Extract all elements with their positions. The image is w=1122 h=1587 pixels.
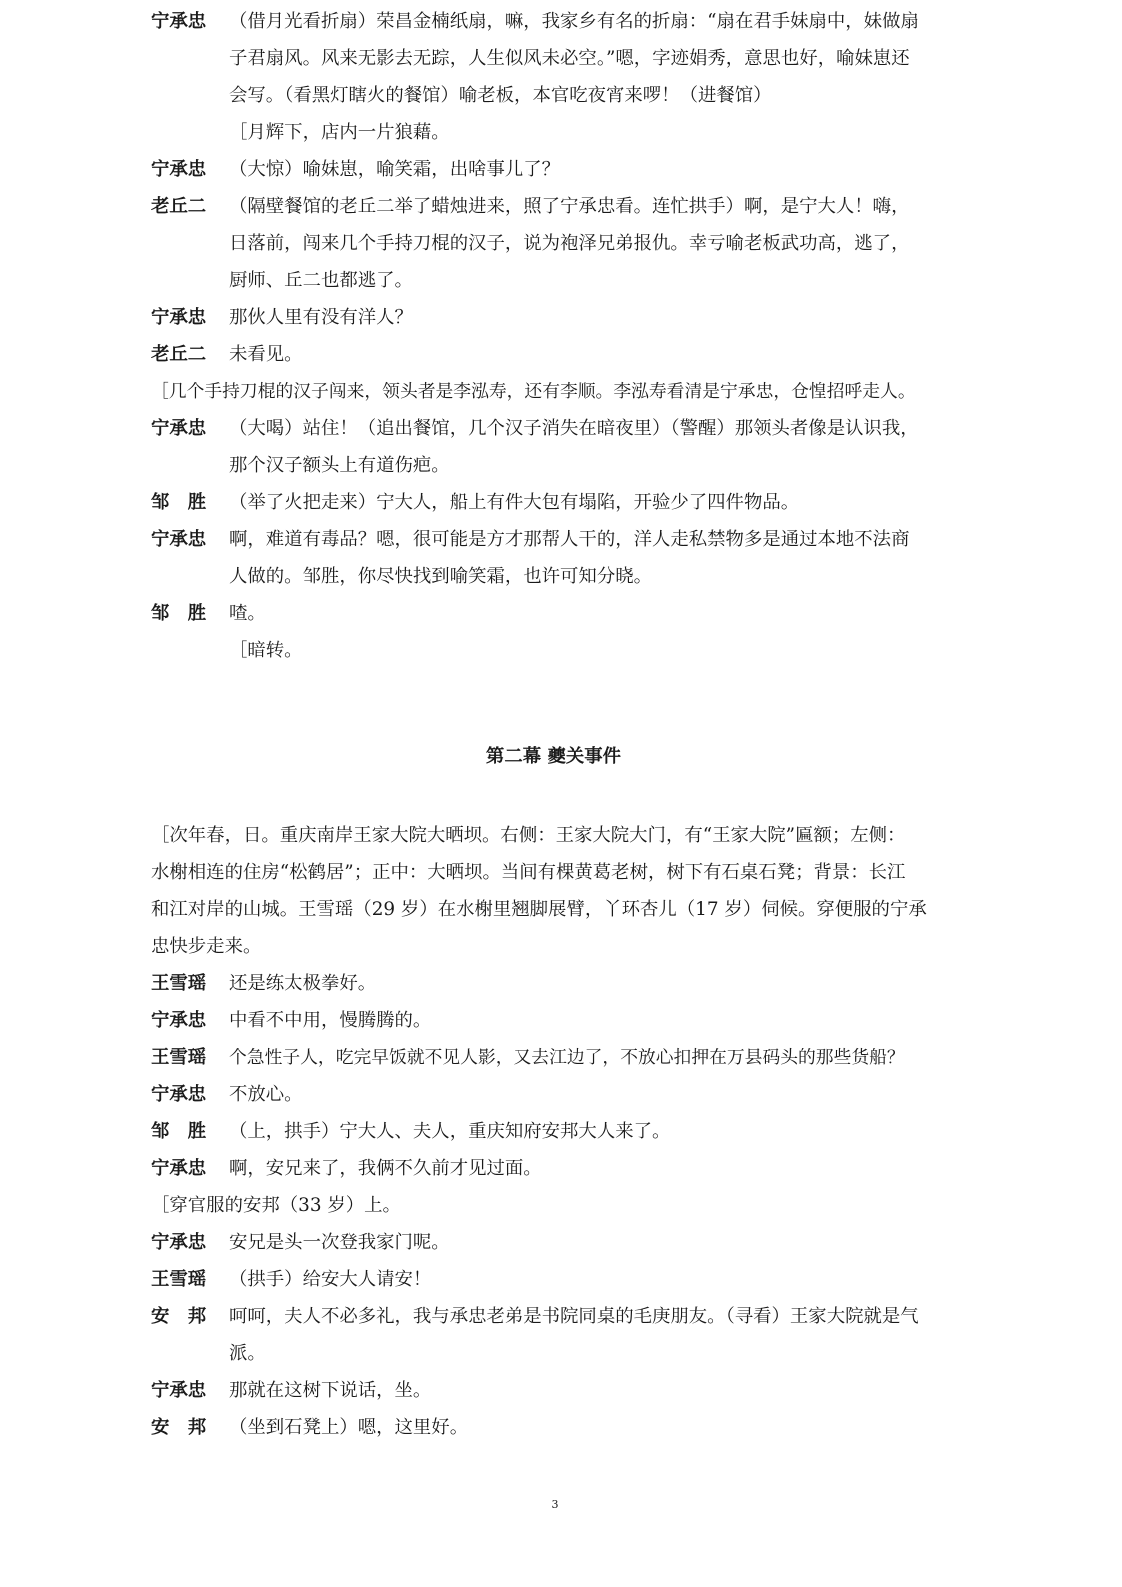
dialogue-line: 那伙人里有没有洋人？ [229,307,413,328]
stage-direction: ［月辉下，店内一片狼藉。 [229,122,450,143]
dialogue-line: （坐到石凳上）嗯，这里好。 [229,1417,469,1438]
scene-setting-line: 和江对岸的山城。王雪瑶（29 岁）在水榭里翘脚展臂，丫环杏儿（17 岁）伺候。穿便服的宁承 [151,899,927,920]
dialogue-line: 派。 [229,1343,266,1364]
dialogue-line: 啊，难道有毒品？嗯，很可能是方才那帮人干的，洋人走私禁物多是通过本地不法商 [229,529,910,550]
speaker-name: 王雪瑶 [151,1047,207,1068]
dialogue-line: （隔壁餐馆的老丘二举了蜡烛进来，照了宁承忠看。连忙拱手）啊，是宁大人！嗨， [229,196,910,217]
speaker-name: 宁承忠 [151,1084,207,1105]
dialogue-line: 那就在这树下说话，坐。 [229,1380,432,1401]
dialogue-line: （借月光看折扇）荣昌金楠纸扇，嘛，我家乡有名的折扇：“扇在君手妹扇中，妹做扇 [229,11,919,32]
dialogue-line: 呵呵，夫人不必多礼，我与承忠老弟是书院同桌的毛庚朋友。（寻看）王家大院就是气 [229,1306,919,1327]
dialogue-line: 人做的。邹胜，你尽快找到喻笑霜，也许可知分晓。 [229,566,652,587]
speaker-name: 宁承忠 [151,159,207,180]
speaker-name: 邹 胜 [151,492,207,513]
speaker-name: 宁承忠 [151,529,207,550]
dialogue-line: 子君扇风。风来无影去无踪，人生似风未必空。”嗯，字迹娟秀，意思也好，喻妹崽还 [229,48,910,69]
speaker-name: 邹 胜 [151,603,207,624]
speaker-name: 宁承忠 [151,1010,207,1031]
scene-setting-line: ［次年春，日。重庆南岸王家大院大晒坝。右侧：王家大院大门，有“王家大院”匾额；左侧： [151,825,906,846]
speaker-name: 宁承忠 [151,418,207,439]
dialogue-line: 中看不中用，慢腾腾的。 [229,1010,432,1031]
dialogue-line: （大喝）站住！（追出餐馆，几个汉子消失在暗夜里）（警醒）那领头者像是认识我， [229,418,919,439]
dialogue-line: （拱手）给安大人请安！ [229,1269,432,1290]
speaker-name: 老丘二 [151,196,207,217]
dialogue-line: 日落前，闯来几个手持刀棍的汉子，说为袍泽兄弟报仇。幸亏喻老板武功高，逃了， [229,233,910,254]
speaker-name: 宁承忠 [151,1158,207,1179]
dialogue-line: 还是练太极拳好。 [229,973,377,994]
dialogue-line: 啊，安兄来了，我俩不久前才见过面。 [229,1158,542,1179]
dialogue-line: 会写。（看黑灯瞎火的餐馆）喻老板，本官吃夜宵来啰！（进餐馆） [229,85,772,106]
speaker-name: 王雪瑶 [151,973,207,994]
dialogue-line: （上，拱手）宁大人、夫人，重庆知府安邦大人来了。 [229,1121,671,1142]
dialogue-line: （大惊）喻妹崽，喻笑霜，出啥事儿了？ [229,159,561,180]
dialogue-line: （举了火把走来）宁大人，船上有件大包有塌陷，开验少了四件物品。 [229,492,800,513]
speaker-name: 王雪瑶 [151,1269,207,1290]
stage-direction: ［暗转。 [229,640,303,661]
stage-direction: ［穿官服的安邦（33 岁）上。 [151,1195,401,1216]
speaker-name: 宁承忠 [151,1232,207,1253]
dialogue-line: 厨师、丘二也都逃了。 [229,270,413,291]
dialogue-line: 个急性子人，吃完早饭就不见人影，又去江边了，不放心扣押在万县码头的那些货船？ [229,1047,905,1068]
dialogue-line: 安兄是头一次登我家门呢。 [229,1232,450,1253]
act-title: 第二幕 夔关事件 [485,746,622,767]
speaker-name: 安 邦 [151,1306,207,1327]
speaker-name: 宁承忠 [151,11,207,32]
speaker-name: 老丘二 [151,344,207,365]
page-number: 3 [551,1498,559,1511]
scene-setting-line: 忠快步走来。 [151,936,262,957]
dialogue-line: 喳。 [229,603,266,624]
speaker-name: 邹 胜 [151,1121,207,1142]
stage-direction: ［几个手持刀棍的汉子闯来，领头者是李泓寿，还有李顺。李泓寿看清是宁承忠，仓惶招呼走人。 [151,381,916,402]
speaker-name: 宁承忠 [151,1380,207,1401]
scene-setting-line: 水榭相连的住房“松鹤居”；正中：大晒坝。当间有棵黄葛老树，树下有石桌石凳；背景：长江 [151,862,906,883]
speaker-name: 安 邦 [151,1417,207,1438]
dialogue-line: 不放心。 [229,1084,303,1105]
speaker-name: 宁承忠 [151,307,207,328]
dialogue-line: 未看见。 [229,344,303,365]
dialogue-line: 那个汉子额头上有道伤疤。 [229,455,450,476]
